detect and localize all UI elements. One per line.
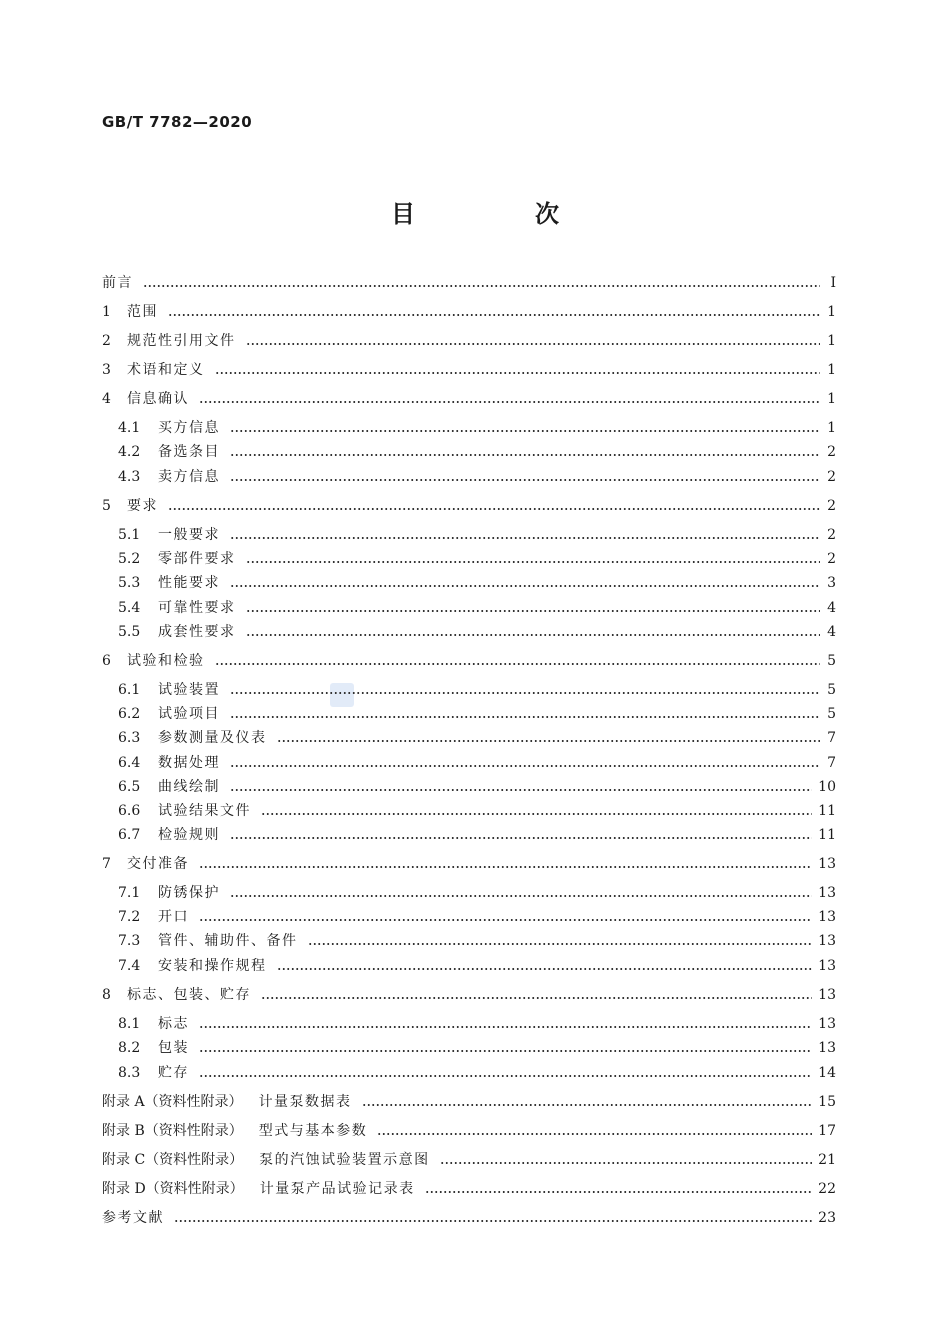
toc-page-number: 13: [818, 856, 836, 872]
toc-page-number: 7: [827, 755, 836, 771]
toc-entry[interactable]: [102, 495, 836, 517]
toc-title: 一般要求: [158, 527, 220, 543]
toc-page-number: 21: [818, 1152, 836, 1168]
toc-entry[interactable]: [102, 330, 836, 352]
toc-title: 防锈保护: [158, 885, 220, 901]
toc-entry[interactable]: [102, 359, 836, 381]
toc-page-number: 1: [827, 362, 836, 378]
toc-dot-leader: [168, 506, 820, 512]
toc-entry[interactable]: [118, 752, 836, 774]
toc-entry[interactable]: [118, 703, 836, 725]
toc-entry[interactable]: [118, 776, 836, 798]
toc-dot-leader: [425, 1189, 812, 1195]
toc-number: 8.1: [118, 1016, 141, 1032]
toc-page-number: 14: [818, 1065, 836, 1081]
toc-dot-leader: [215, 370, 821, 376]
toc-page-number: 13: [818, 1016, 836, 1032]
toc-title: 计量泵数据表: [258, 1094, 352, 1110]
toc-entry[interactable]: [118, 1013, 836, 1035]
toc-page-number: 4: [827, 624, 836, 640]
toc-page-number: 2: [827, 469, 836, 485]
toc-page-number: 5: [827, 653, 836, 669]
toc-title: 曲线绘制: [158, 779, 220, 795]
toc-dot-leader: [230, 787, 812, 793]
toc-title: 试验结果文件: [158, 803, 251, 819]
toc-number: 6.2: [118, 706, 141, 722]
toc-number: 4: [102, 391, 111, 407]
toc-entry[interactable]: [118, 572, 836, 594]
toc-page-number: 13: [818, 987, 836, 1003]
toc-number: 7: [102, 856, 111, 872]
toc-dot-leader: [277, 966, 813, 972]
standard-code: GB/T 7782—2020: [102, 113, 253, 131]
toc-number: 8: [102, 987, 111, 1003]
toc-dot-leader: [215, 661, 821, 667]
toc-page-number: 4: [827, 600, 836, 616]
toc-number: 附录 D（资料性附录）: [102, 1181, 244, 1197]
toc-page-number: 3: [827, 575, 836, 591]
toc-number: 6.4: [118, 755, 141, 771]
toc-entry[interactable]: [102, 650, 836, 672]
toc-page-number: 22: [818, 1181, 836, 1197]
toc-dot-leader: [377, 1131, 812, 1137]
toc-title: 备选条目: [158, 444, 220, 460]
toc-entry[interactable]: [118, 524, 836, 546]
toc-title: 数据处理: [158, 755, 220, 771]
toc-number: 8.3: [118, 1065, 141, 1081]
toc-page-number: 15: [818, 1094, 836, 1110]
toc-title: 术语和定义: [127, 362, 205, 378]
toc-number: 7.4: [118, 958, 141, 974]
toc-number: 5.2: [118, 551, 141, 567]
toc-page-number: 2: [827, 551, 836, 567]
toc-page-number: 2: [827, 444, 836, 460]
toc-title: 试验和检验: [127, 653, 205, 669]
page-title: 目 次: [391, 200, 607, 228]
toc-title: 包装: [158, 1040, 189, 1056]
toc-dot-leader: [230, 835, 812, 841]
toc-dot-leader: [308, 941, 813, 947]
toc-number: 5: [102, 498, 111, 514]
toc-page-number: 2: [827, 498, 836, 514]
toc-entry[interactable]: [118, 621, 836, 643]
toc-entry[interactable]: [102, 388, 836, 410]
toc-page-number: 11: [818, 827, 836, 843]
toc-entry[interactable]: [118, 955, 836, 977]
toc-title: 买方信息: [158, 420, 220, 436]
toc-title: 开口: [158, 909, 189, 925]
toc-title: 可靠性要求: [158, 600, 236, 616]
toc-number: 5.4: [118, 600, 141, 616]
toc-page-number: 1: [827, 420, 836, 436]
toc-entry[interactable]: [102, 1120, 836, 1142]
toc-number: 4.1: [118, 420, 141, 436]
toc-dot-leader: [230, 714, 820, 720]
toc-page-number: 13: [818, 958, 836, 974]
toc-number: 5.1: [118, 527, 141, 543]
toc-dot-leader: [230, 583, 820, 589]
toc-number: 附录 C（资料性附录）: [102, 1152, 244, 1168]
toc-number: 2: [102, 333, 111, 349]
toc-entry[interactable]: [102, 853, 836, 875]
toc-entry[interactable]: [102, 1207, 836, 1229]
toc-entry[interactable]: [102, 1091, 836, 1113]
toc-number: 7.1: [118, 885, 141, 901]
toc-dot-leader: [246, 608, 821, 614]
toc-title: 管件、辅助件、备件: [158, 933, 298, 949]
toc-dot-leader: [246, 341, 821, 347]
toc-number: 8.2: [118, 1040, 141, 1056]
toc-dot-leader: [230, 690, 820, 696]
toc-number: 7.3: [118, 933, 141, 949]
toc-number: 附录 A（资料性附录）: [102, 1094, 243, 1110]
toc-entry[interactable]: [118, 597, 836, 619]
toc-page-number: 1: [827, 333, 836, 349]
toc-page-number: 7: [827, 730, 836, 746]
toc-entry[interactable]: [118, 417, 836, 439]
toc-title: 卖方信息: [158, 469, 220, 485]
toc-title: 规范性引用文件: [127, 333, 236, 349]
toc-entry[interactable]: [118, 906, 836, 928]
toc-entry[interactable]: [118, 466, 836, 488]
toc-entry[interactable]: [102, 301, 836, 323]
toc-title: 计量泵产品试验记录表: [259, 1181, 415, 1197]
toc-number: 6.7: [118, 827, 141, 843]
toc-page-number: 13: [818, 1040, 836, 1056]
toc-dot-leader: [261, 995, 812, 1001]
toc-entry[interactable]: [118, 1062, 836, 1084]
toc-title: 交付准备: [127, 856, 189, 872]
toc-title: 标志、包装、贮存: [127, 987, 251, 1003]
toc-dot-leader: [199, 399, 820, 405]
toc-entry[interactable]: [118, 824, 836, 846]
toc-dot-leader: [199, 1073, 812, 1079]
toc-dot-leader: [246, 559, 821, 565]
toc-dot-leader: [199, 1024, 812, 1030]
toc-page-number: 23: [818, 1210, 836, 1226]
toc-entry[interactable]: [118, 882, 836, 904]
toc-page-number: 11: [818, 803, 836, 819]
toc-number: 1: [102, 304, 111, 320]
toc-page-number: 5: [827, 682, 836, 698]
toc-page-number: 17: [818, 1123, 836, 1139]
toc-dot-leader: [261, 811, 812, 817]
toc-number: 6.5: [118, 779, 141, 795]
toc-dot-leader: [168, 312, 820, 318]
toc-number: 5.5: [118, 624, 141, 640]
toc-dot-leader: [143, 283, 820, 289]
toc-number: 6.1: [118, 682, 141, 698]
toc-number: 3: [102, 362, 111, 378]
toc-page-number: 13: [818, 885, 836, 901]
toc-entry[interactable]: [102, 1178, 836, 1200]
toc-title: 泵的汽蚀试验装置示意图: [259, 1152, 430, 1168]
toc-dot-leader: [246, 632, 821, 638]
toc-dot-leader: [230, 893, 812, 899]
toc-dot-leader: [230, 535, 820, 541]
toc-page-number: 2: [827, 527, 836, 543]
toc-number: 4.3: [118, 469, 141, 485]
toc-title: 检验规则: [158, 827, 220, 843]
toc-number: 6: [102, 653, 111, 669]
toc-title: 安装和操作规程: [158, 958, 267, 974]
toc-entry[interactable]: [118, 727, 836, 749]
toc-dot-leader: [230, 428, 820, 434]
toc-dot-leader: [174, 1218, 812, 1224]
toc-title: 前言: [102, 275, 133, 291]
toc-title: 参考文献: [102, 1210, 164, 1226]
toc-dot-leader: [230, 763, 820, 769]
toc-dot-leader: [230, 452, 820, 458]
toc-number: 7.2: [118, 909, 141, 925]
toc-dot-leader: [199, 917, 812, 923]
toc-dot-leader: [440, 1160, 813, 1166]
toc-number: 4.2: [118, 444, 141, 460]
toc-dot-leader: [362, 1102, 813, 1108]
toc-title: 范围: [127, 304, 158, 320]
toc-entry[interactable]: [118, 800, 836, 822]
toc-page-number: 5: [827, 706, 836, 722]
toc-title: 标志: [158, 1016, 189, 1032]
toc-entry[interactable]: [118, 679, 836, 701]
toc-page-number: 1: [827, 391, 836, 407]
toc-title: 型式与基本参数: [258, 1123, 368, 1139]
toc-entry[interactable]: [118, 1037, 836, 1059]
toc-page-number: 13: [818, 909, 836, 925]
toc-title: 贮存: [158, 1065, 189, 1081]
toc-title: 要求: [127, 498, 158, 514]
toc-title: 零部件要求: [158, 551, 236, 567]
toc-number: 6.3: [118, 730, 141, 746]
toc-title: 性能要求: [158, 575, 220, 591]
toc-number: 6.6: [118, 803, 141, 819]
toc-title: 试验项目: [158, 706, 220, 722]
toc-title: 试验装置: [158, 682, 220, 698]
toc-number: 5.3: [118, 575, 141, 591]
toc-entry[interactable]: [118, 930, 836, 952]
toc-entry[interactable]: [118, 548, 836, 570]
toc-entry[interactable]: [102, 1149, 836, 1171]
toc-dot-leader: [230, 477, 820, 483]
toc-dot-leader: [277, 738, 821, 744]
toc-entry[interactable]: [102, 984, 836, 1006]
toc-entry[interactable]: [102, 272, 836, 294]
toc-page-number: 10: [818, 779, 836, 795]
toc-entry[interactable]: [118, 441, 836, 463]
toc-number: 附录 B（资料性附录）: [102, 1123, 243, 1139]
toc-page-number: 1: [827, 304, 836, 320]
toc-title: 参数测量及仪表: [158, 730, 267, 746]
toc-page-number: 13: [818, 933, 836, 949]
toc-dot-leader: [199, 864, 812, 870]
toc-dot-leader: [199, 1048, 812, 1054]
toc-title: 信息确认: [127, 391, 189, 407]
toc-page-number: Ⅰ: [830, 275, 836, 291]
toc-title: 成套性要求: [158, 624, 236, 640]
